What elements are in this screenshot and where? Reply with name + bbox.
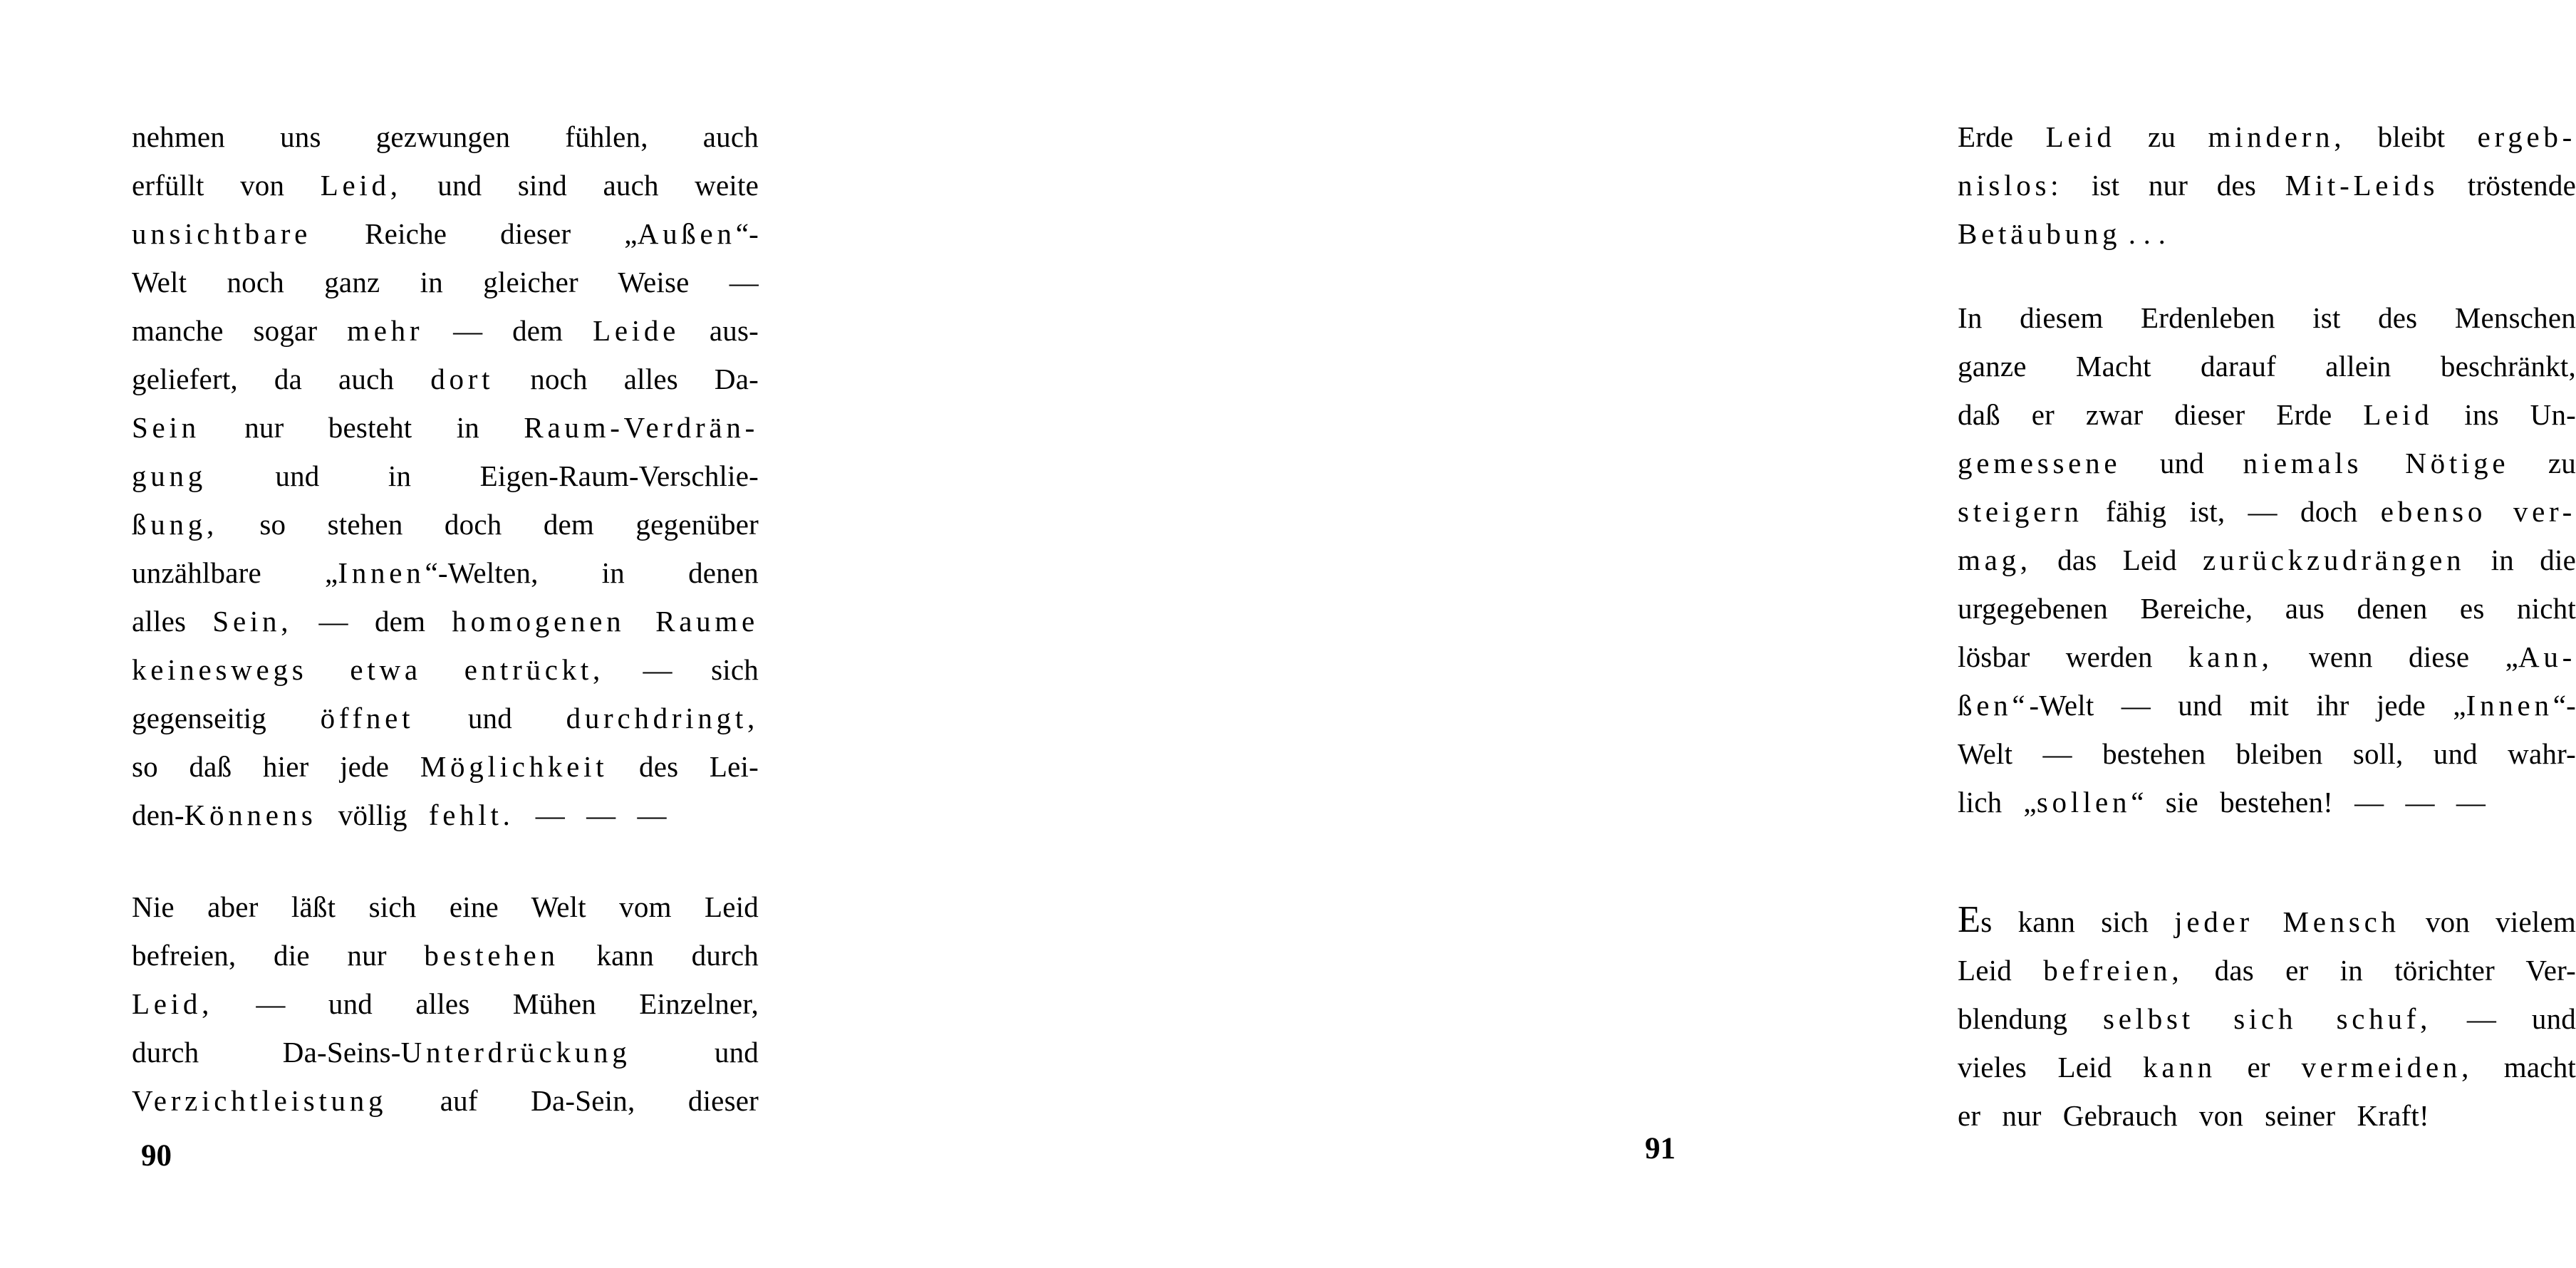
text-segment: “ sie bestehen! — — —: [2131, 786, 2486, 819]
letterspaced-text: Au-: [2518, 640, 2576, 673]
text-line: [1958, 161, 2576, 209]
letterspaced-text: Sein: [132, 411, 200, 444]
text-segment: wenn diese „: [2273, 640, 2519, 673]
text-segment: gegenseitig: [132, 702, 321, 734]
text-line: [1958, 1043, 2576, 1091]
text-line: [132, 161, 759, 209]
letterspaced-text: Außen: [637, 217, 736, 250]
text-segment: durch Da-Seins-: [132, 1036, 401, 1069]
text-segment: zu: [2509, 447, 2576, 479]
letterspaced-text: kann: [2143, 1051, 2216, 1083]
letterspaced-text: ßung,: [132, 508, 218, 541]
text-line: [1958, 293, 2576, 342]
text-line: [1958, 536, 2576, 584]
text-segment: urgegebenen Bereiche, aus denen es nicht: [1958, 592, 2576, 625]
text-segment: — und alles Mühen Einzelner,: [213, 987, 759, 1020]
text-segment: — und: [2431, 1002, 2576, 1035]
text-line: [1958, 729, 2576, 778]
text-segment: aus-: [680, 314, 759, 347]
text-line: [1958, 584, 2576, 633]
letterspaced-text: jeder Mensch: [2174, 905, 2400, 938]
text-line: [1958, 487, 2576, 536]
letterspaced-text: sollen: [2036, 786, 2131, 819]
text-line: [1958, 681, 2576, 729]
text-line: [132, 1076, 759, 1125]
letterspaced-text: steigern: [1958, 495, 2083, 528]
text-segment: er: [2216, 1051, 2302, 1083]
letterspaced-text: Leid,: [132, 987, 214, 1020]
letterspaced-text: gemessene: [1958, 447, 2121, 479]
text-segment: vieles Leid: [1958, 1051, 2144, 1083]
letterspaced-text: vermeiden,: [2301, 1051, 2473, 1083]
text-segment: lösbar werden: [1958, 640, 2189, 673]
letterspaced-text: Unterdrückung: [400, 1036, 631, 1069]
text-line: [132, 883, 759, 931]
letterspaced-text: befreien,: [2043, 954, 2183, 987]
text-segment: so stehen doch dem gegenüber: [217, 508, 759, 541]
text-line: [1958, 209, 2576, 258]
text-line: [132, 500, 759, 549]
text-line: [132, 979, 759, 1028]
text-segment: — dem: [292, 605, 452, 638]
text-segment: s kann sich: [1980, 905, 2175, 938]
letterspaced-text: Möglichkeit: [420, 750, 608, 783]
text-segment: — sich: [604, 653, 759, 686]
text-segment: geliefert, da auch: [132, 363, 431, 395]
text-segment: manche sogar: [132, 314, 348, 347]
letterspaced-text: ßen“: [1958, 689, 2030, 722]
text-segment: macht: [2473, 1051, 2576, 1083]
text-segment: das Leid: [2031, 544, 2203, 576]
text-segment: den-: [132, 799, 185, 831]
text-segment: völlig: [316, 799, 429, 831]
text-segment: das er in törichter Ver-: [2183, 954, 2576, 987]
text-segment: ganze Macht darauf allein beschränkt,: [1958, 350, 2576, 383]
text-segment: in die: [2465, 544, 2576, 576]
text-segment: befreien, die nur: [132, 939, 425, 972]
text-line: [1958, 778, 2576, 826]
text-segment: des Lei-: [608, 750, 759, 783]
text-segment: unzählbare „: [132, 556, 338, 589]
paragraph: [1958, 898, 2576, 1140]
letterspaced-text: ergeb-: [2477, 120, 2576, 153]
text-segment: auf Da-Sein, dieser: [387, 1084, 759, 1117]
letterspaced-text: selbst sich schuf,: [2103, 1002, 2432, 1035]
letterspaced-text: unsichtbare: [132, 217, 312, 250]
text-segment: nehmen uns gezwungen fühlen, auch: [132, 120, 759, 153]
text-line: [1958, 994, 2576, 1043]
letterspaced-text: öffnet: [320, 702, 415, 734]
text-segment: “-: [735, 217, 759, 250]
page-90: [0, 0, 905, 1268]
text-segment: “-: [2552, 689, 2576, 722]
text-segment: und: [630, 1036, 759, 1069]
text-segment: -Welt — und mit ihr jede „: [2029, 689, 2466, 722]
paragraph: [1958, 113, 2576, 258]
text-line: [132, 306, 759, 355]
text-segment: Nie aber läßt sich eine Welt vom Leid: [132, 890, 759, 923]
letterspaced-text: Innen: [338, 556, 425, 589]
letterspaced-text: mehr: [347, 314, 424, 347]
text-segment: — dem: [423, 314, 593, 347]
letterspaced-text: Verzichtleistung: [132, 1084, 388, 1117]
letterspaced-text: Raum-Verdrän-: [524, 411, 759, 444]
text-line: [132, 694, 759, 742]
text-segment: Welt noch ganz in gleicher Weise —: [132, 266, 759, 298]
text-segment: . . .: [2121, 217, 2166, 250]
letterspaced-text: mindern,: [2208, 120, 2346, 153]
letterspaced-text: nislos:: [1958, 169, 2063, 202]
text-segment: — — —: [514, 799, 667, 831]
letterspaced-text: Innen: [2466, 689, 2553, 722]
text-line: [1958, 390, 2576, 439]
text-line: [1958, 342, 2576, 390]
text-segment: bleibt: [2345, 120, 2478, 153]
text-segment: und: [414, 702, 566, 734]
text-line: [1958, 113, 2576, 161]
text-segment: und: [2121, 447, 2243, 479]
text-segment: Erde: [1958, 120, 2046, 153]
text-line: [132, 452, 759, 500]
text-segment: blendung: [1958, 1002, 2104, 1035]
text-segment: lich „: [1958, 786, 2037, 819]
text-segment: alles: [132, 605, 213, 638]
text-segment: und in Eigen-Raum-Verschlie-: [206, 459, 759, 492]
page-91-text-column: [1958, 113, 2576, 1140]
text-segment: “-Welten, in denen: [425, 556, 759, 589]
text-line: [1958, 633, 2576, 681]
letterspaced-text: ebenso ver-: [2380, 495, 2576, 528]
letterspaced-text: Leide: [593, 314, 680, 347]
text-line: [132, 209, 759, 258]
text-segment: E: [1958, 899, 1981, 940]
text-segment: Welt — bestehen bleiben soll, und wahr-: [1958, 737, 2576, 770]
text-segment: er nur Gebrauch von seiner Kraft!: [1958, 1099, 2429, 1132]
text-line: [132, 931, 759, 979]
letterspaced-text: durchdringt,: [566, 702, 759, 734]
letterspaced-text: keineswegs etwa entrückt,: [132, 653, 604, 686]
text-segment: erfüllt von: [132, 169, 321, 202]
text-segment: noch alles Da-: [494, 363, 759, 395]
text-line: [1958, 1091, 2576, 1140]
page-90-text-column: [132, 113, 759, 1125]
letterspaced-text: Könnens: [184, 799, 317, 831]
text-line: [1958, 946, 2576, 994]
text-segment: kann durch: [559, 939, 759, 972]
letterspaced-text: Leid: [2045, 120, 2116, 153]
letterspaced-text: Mit-Leids: [2285, 169, 2439, 202]
text-segment: von vielem: [2399, 905, 2576, 938]
text-line: [132, 258, 759, 306]
letterspaced-text: mag,: [1958, 544, 2032, 576]
letterspaced-text: kann,: [2188, 640, 2273, 673]
text-segment: und sind auch weite: [401, 169, 759, 202]
text-line: [132, 791, 759, 839]
text-segment: nur besteht in: [199, 411, 524, 444]
text-segment: In diesem Erdenleben ist des Menschen: [1958, 301, 2576, 334]
paragraph: [132, 113, 759, 839]
text-segment: daß er zwar dieser Erde: [1958, 398, 2364, 431]
text-line: [132, 549, 759, 597]
text-segment: Leid: [1958, 954, 2044, 987]
text-line: [132, 597, 759, 645]
letterspaced-text: fehlt.: [428, 799, 514, 831]
letterspaced-text: Leid: [2363, 398, 2434, 431]
letterspaced-text: gung: [132, 459, 207, 492]
letterspaced-text: Sein,: [212, 605, 293, 638]
paragraph: [1958, 293, 2576, 826]
text-segment: Reiche dieser „: [311, 217, 638, 250]
text-line: [132, 645, 759, 694]
text-line: [132, 403, 759, 452]
text-segment: fähig ist, — doch: [2082, 495, 2381, 528]
letterspaced-text: niemals Nötige: [2243, 447, 2510, 479]
text-line: [1958, 898, 2576, 946]
text-line: [1958, 439, 2576, 487]
text-line: [132, 742, 759, 791]
text-segment: zu: [2115, 120, 2208, 153]
text-segment: so daß hier jede: [132, 750, 420, 783]
letterspaced-text: dort: [430, 363, 494, 395]
page-91-number: 91: [1645, 1132, 1676, 1165]
page-90-number: 90: [141, 1139, 172, 1173]
letterspaced-text: Leid,: [320, 169, 402, 202]
letterspaced-text: zurückzudrängen: [2202, 544, 2466, 576]
text-segment: tröstende: [2439, 169, 2576, 202]
text-segment: ins Un-: [2433, 398, 2576, 431]
text-line: [132, 1028, 759, 1076]
letterspaced-text: bestehen: [424, 939, 559, 972]
letterspaced-text: homogenen Raume: [452, 605, 759, 638]
paragraph: [132, 883, 759, 1125]
page-91: [905, 0, 2576, 1268]
text-line: [132, 355, 759, 403]
text-segment: ist nur des: [2062, 169, 2285, 202]
letterspaced-text: Betäubung: [1958, 217, 2121, 250]
text-line: [132, 113, 759, 161]
